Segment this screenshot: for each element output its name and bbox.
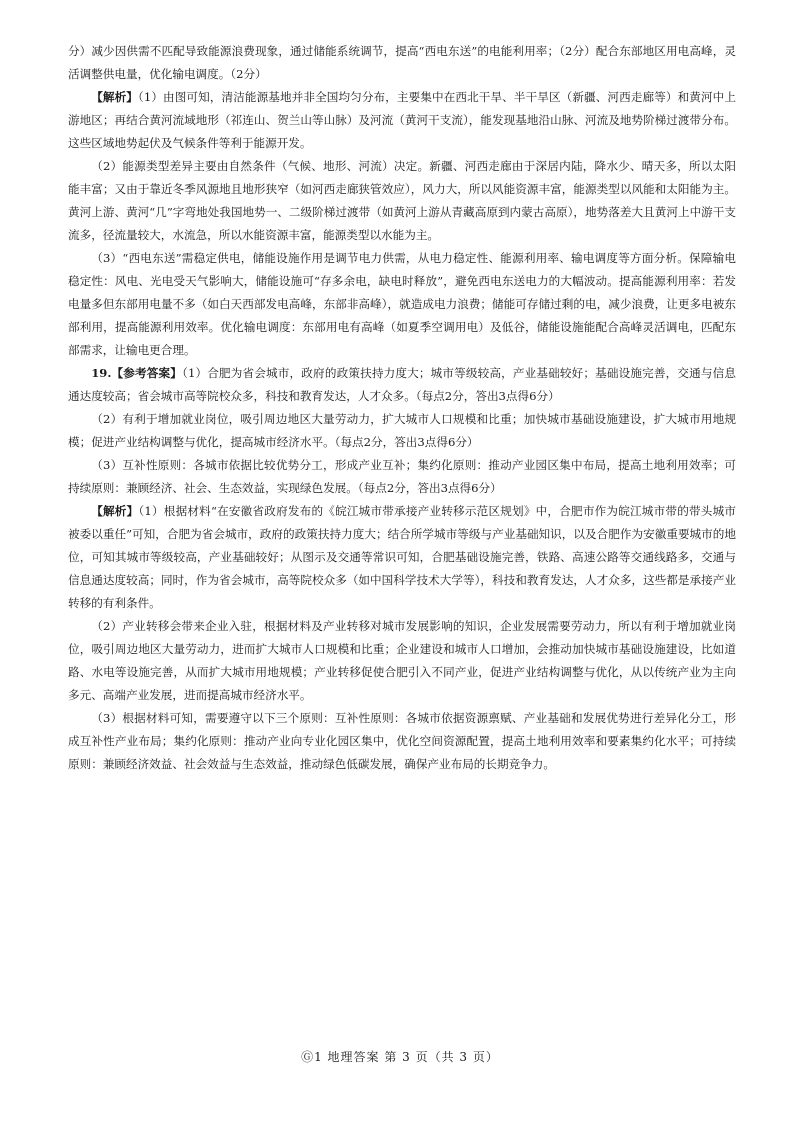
paragraph-p4 [68, 247, 736, 362]
paragraph-answer-19 [68, 362, 736, 408]
paragraph-analysis-18 [68, 86, 736, 155]
paragraph-p7 [68, 454, 736, 500]
paragraph-text: （1）由图可知，清洁能源基地并非全国均匀分布，主要集中在西北干旱、半干旱区（新疆、河西走廊等）和黄河中上游地区；再结合黄河流域地形（祁连山、贺兰山等山脉）及河流（黄河干支流），能发现基地沿山脉、河流及地势阶梯过渡带分布。这些区域地势起伏及气候条件等利于能源开发。 [68, 90, 736, 150]
paragraph-p9 [68, 615, 736, 707]
paragraph-text: （2）产业转移会带来企业入驻，根据材料及产业转移对城市发展影响的知识，企业发展需要劳动力，所以有利于增加就业岗位，吸引周边地区大量劳动力，进而扩大城市人口规模和比重；企业建设和城市人口增加，会推动加快城市基础设施建设，比如道路、水电等设施完善，从而扩大城市用地规模；产业转移促使合肥引入不同产业，促进产业结构调整与优化，从以传统产业为主向多元、高端产业发展，进而提高城市经济水平。 [68, 619, 736, 702]
question-19-answer-tag: 19.【参考答案】 [91, 366, 183, 380]
paragraph-text: （2）能源类型差异主要由自然条件（气候、地形、河流）决定。新疆、河西走廊由于深居内陆，降水少、晴天多，所以太阳能丰富；又由于靠近冬季风源地且地形狭窄（如河西走廊狭管效应），风力大，所以风能资源丰富，能源类型以风能和太阳能为主。黄河上游、黄河“几”字弯地处我国地势一、二级阶梯过渡带（如黄河上游从青藏高原到内蒙古高原），地势落差大且黄河上中游干支流多，径流量较大，水流急，所以水能资源丰富，能源类型以水能为主。 [68, 159, 736, 242]
paragraph-text: （3）“西电东送”需稳定供电，储能设施作用是调节电力供需，从电力稳定性、能源利用率、输电调度等方面分析。保障输电稳定性：风电、光电受天气影响大，储能设施可“存多余电，缺电时释放”，避免西电东送电力的大幅波动。提高能源利用率：若发电量多但东部用电量不多（如白天西部发电高峰，东部非高峰），就造成电力浪费；储能可存储过剩的电，减少浪费，让更多电被东部利用，提高能源利用效率。优化输电调度：东部用电有高峰（如夏季空调用电）及低谷，储能设施能配合高峰灵活调电，匹配东部需求，让输电更合理。 [68, 251, 736, 357]
answer-document [68, 40, 736, 776]
page-footer: Ⓖ1 地理答案 第 3 页（共 3 页） [301, 1050, 499, 1064]
paragraph-p3 [68, 155, 736, 247]
analysis-tag: 【解析】 [91, 504, 139, 518]
paragraph-analysis-19 [68, 500, 736, 615]
paragraph-p10 [68, 707, 736, 776]
paragraph-text: （2）有利于增加就业岗位，吸引周边地区大量劳动力，扩大城市人口规模和比重；加快城市基础设施建设，扩大城市用地规模；促进产业结构调整与优化，提高城市经济水平。（每点2分，答出3点得6分） [68, 412, 736, 449]
paragraph-text: 分）减少因供需不匹配导致能源浪费现象，通过储能系统调节，提高“西电东送”的电能利用率；（2分）配合东部地区用电高峰，灵活调整供电量，优化输电调度。（2分） [68, 44, 736, 81]
paragraph-text: （3）根据材料可知，需要遵守以下三个原则：互补性原则：各城市依据资源禀赋、产业基础和发展优势进行差异化分工，形成互补性产业布局；集约化原则：推动产业向专业化园区集中，优化空间资源配置，提高土地利用效率和要素集约化水平；可持续原则：兼顾经济效益、社会效益与生态效益，推动绿色低碳发展，确保产业布局的长期竞争力。 [68, 711, 736, 771]
paragraph-text: （3）互补性原则：各城市依据比较优势分工，形成产业互补；集约化原则：推动产业园区集中布局，提高土地利用效率；可持续原则：兼顾经济、社会、生态效益，实现绿色发展。（每点2分，答出3点得6分） [68, 458, 736, 495]
paragraph-text: （1）合肥为省会城市，政府的政策扶持力度大；城市等级较高，产业基础较好；基础设施完善，交通与信息通达度较高；省会城市高等院校众多，科技和教育发达，人才众多。（每点2分，答出3点得6分） [68, 366, 736, 403]
paragraph-p6 [68, 408, 736, 454]
paragraph-p1 [68, 40, 736, 86]
paragraph-text: （1）根据材料“在安徽省政府发布的《皖江城市带承接产业转移示范区规划》中，合肥市作为皖江城市带的带头城市被委以重任”可知，合肥为省会城市，政府的政策扶持力度大；结合所学城市等级与产业基础知识，以及合肥作为安徽重要城市的地位，可知其城市等级较高，产业基础较好；从图示及交通等常识可知，合肥基础设施完善，铁路、高速公路等交通线路多，交通与信息通达度较高；同时，作为省会城市，高等院校众多（如中国科学技术大学等），科技和教育发达，人才众多，这些都是承接产业转移的有利条件。 [68, 504, 736, 610]
analysis-tag: 【解析】 [91, 90, 138, 104]
